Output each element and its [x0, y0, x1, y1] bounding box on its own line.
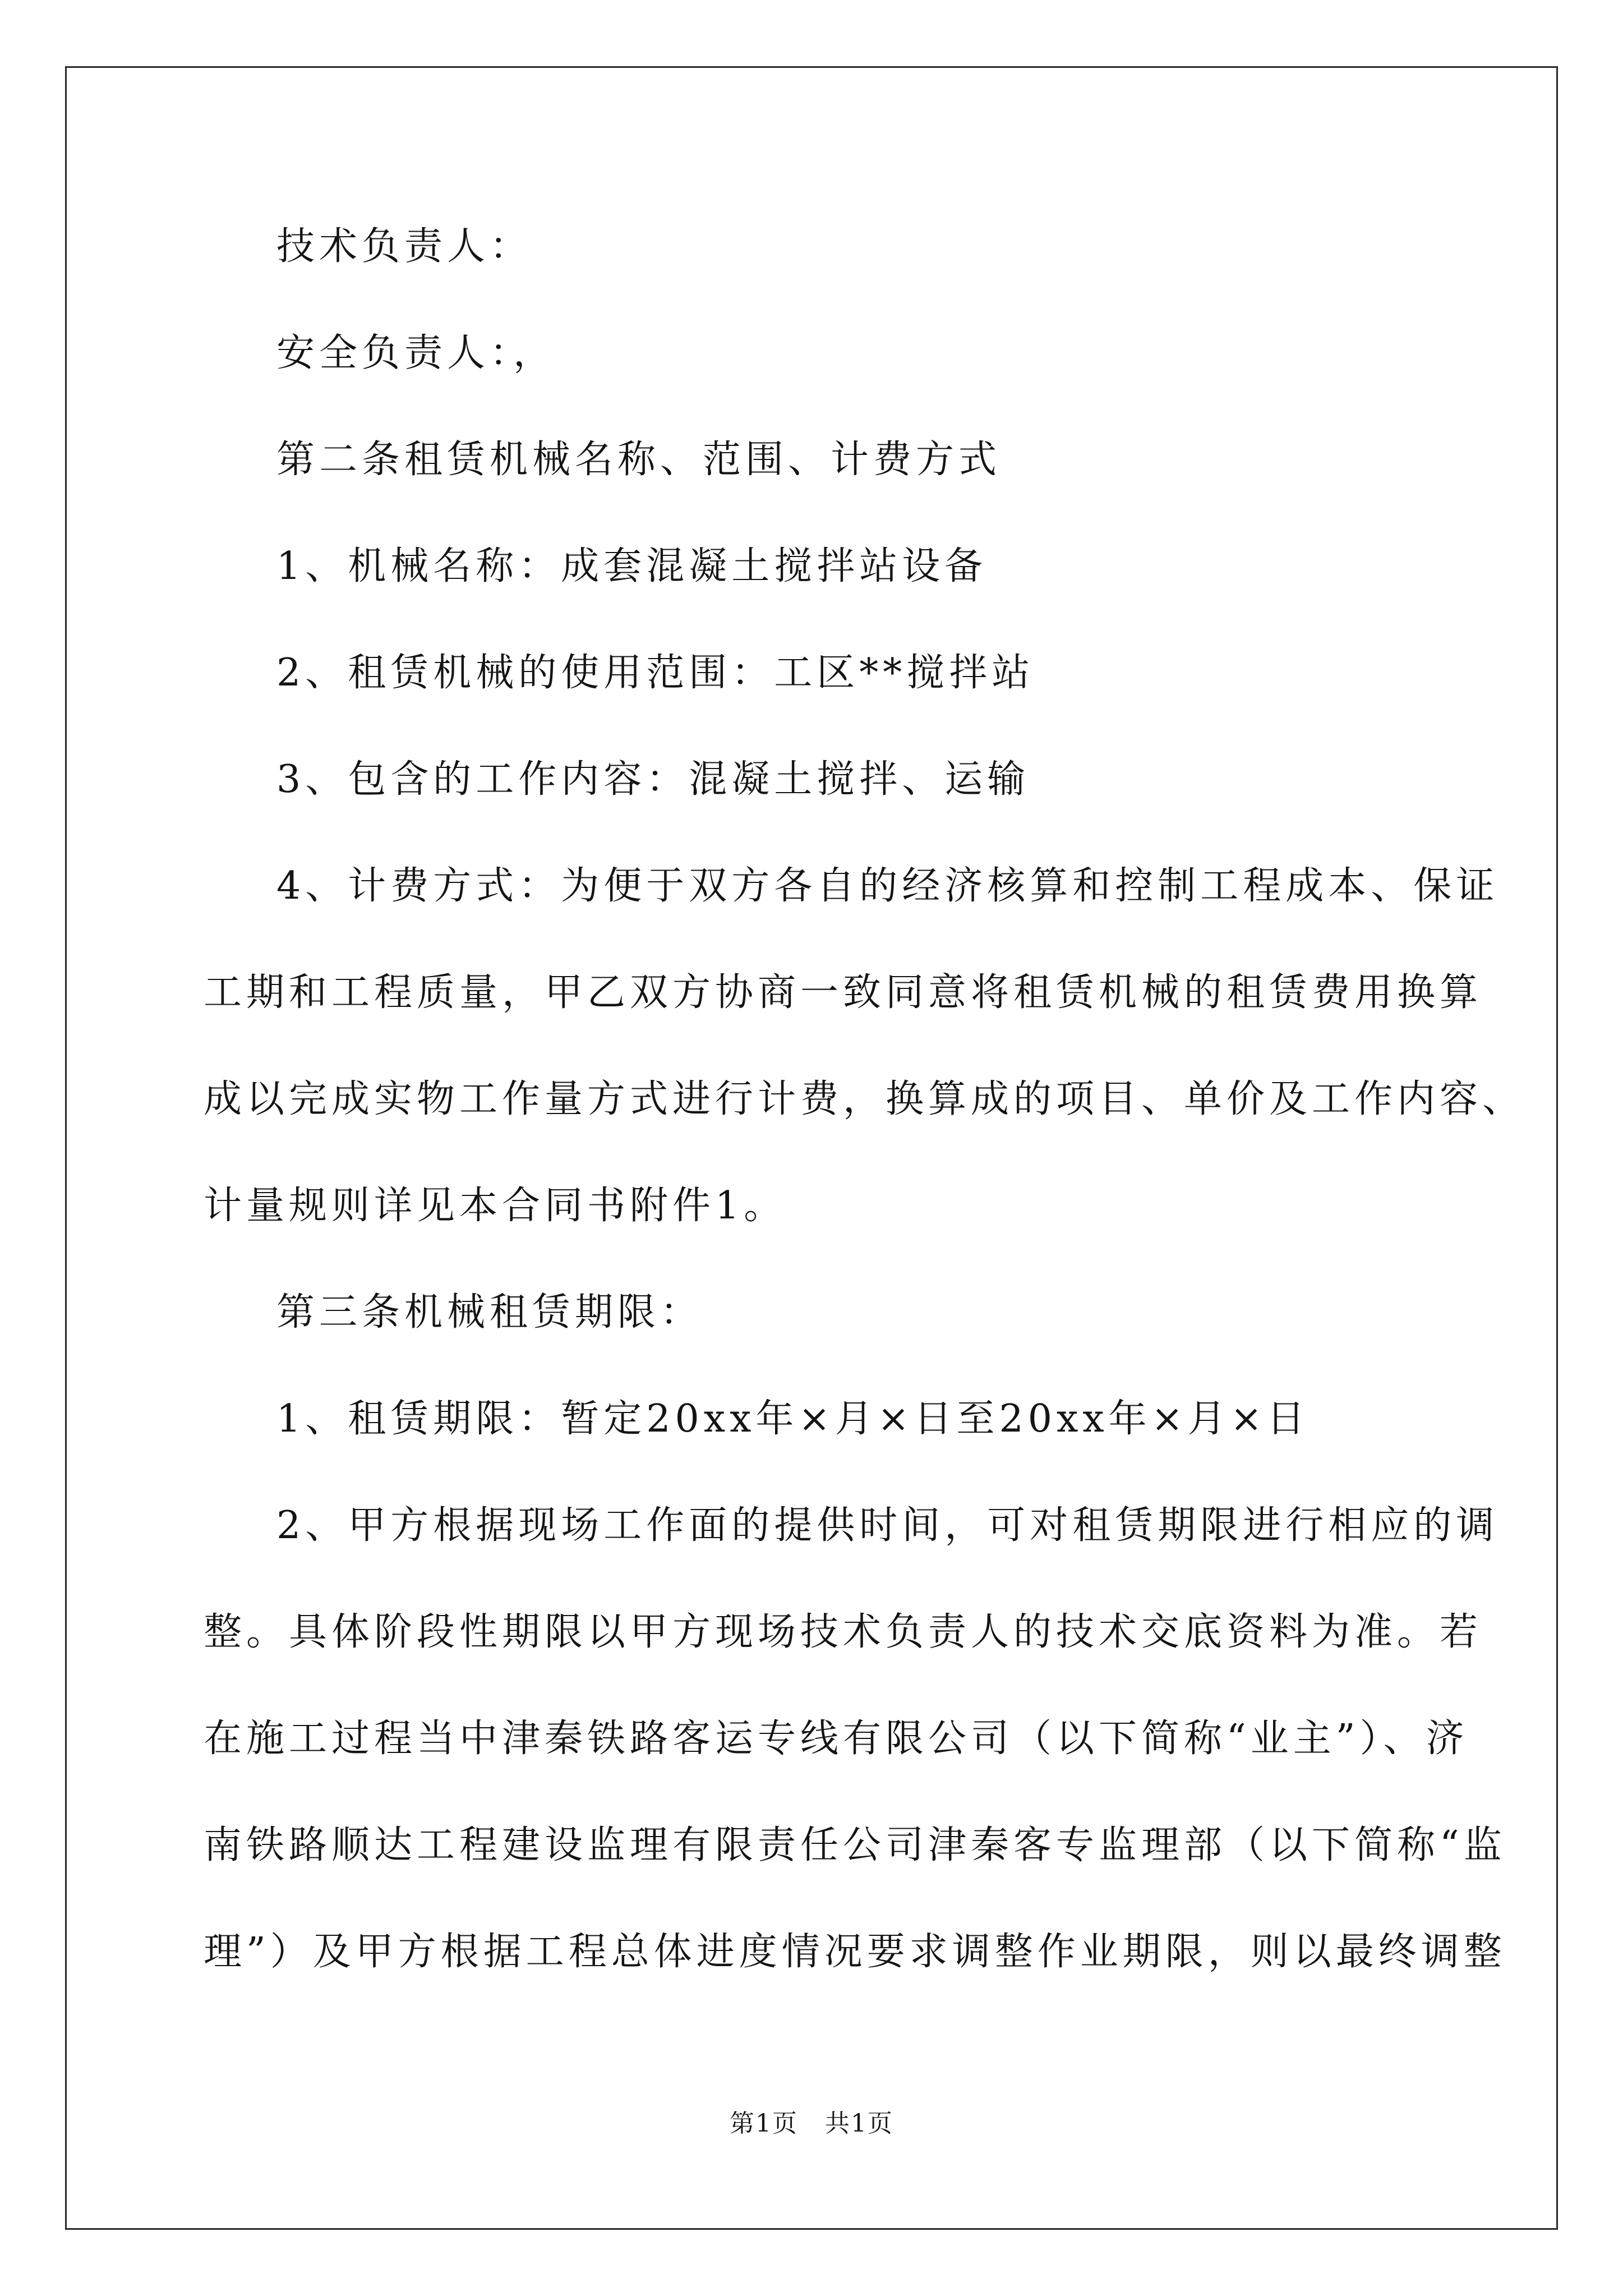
article-2-item-4-l3: 成以完成实物工作量方式进行计费，换算成的项目、单价及工作内容、: [204, 1077, 1525, 1121]
line-tech-lead: 技术负责人：: [276, 224, 533, 269]
article-3-item-1: 1、租赁期限：暂定20xx年×月×日至20xx年×月×日: [276, 1397, 1310, 1441]
article-3-heading: 第三条机械租赁期限：: [276, 1290, 703, 1335]
article-3-item-2-l2: 整。具体阶段性期限以甲方现场技术负责人的技术交底资料为准。若: [204, 1610, 1483, 1654]
article-3-item-2-l1: 2、甲方根据现场工作面的提供时间，可对租赁期限进行相应的调: [276, 1503, 1499, 1548]
page-border: [65, 66, 1558, 2230]
article-2-item-4-l4: 计量规则详见本合同书附件1。: [204, 1184, 787, 1228]
article-3-item-2-l4: 南铁路顺达工程建设监理有限责任公司津秦客专监理部（以下简称“监: [204, 1823, 1506, 1867]
article-2-item-3: 3、包含的工作内容：混凝土搅拌、运输: [276, 757, 1030, 802]
article-3-item-2-l3: 在施工过程当中津秦铁路客运专线有限公司（以下简称“业主”）、济: [204, 1717, 1469, 1761]
line-safety-lead: 安全负责人：，: [276, 331, 556, 375]
article-2-item-2: 2、租赁机械的使用范围：工区**搅拌站: [276, 651, 1035, 695]
article-2-item-4-l2: 工期和工程质量，甲乙双方协商一致同意将租赁机械的租赁费用换算: [204, 970, 1483, 1015]
article-2-item-4-l1: 4、计费方式：为便于双方各自的经济核算和控制工程成本、保证: [276, 864, 1499, 908]
article-2-heading: 第二条租赁机械名称、范围、计费方式: [276, 438, 1002, 482]
article-3-item-2-l5: 理”）及甲方根据工程总体进度情况要求调整作业期限，则以最终调整: [204, 1930, 1506, 1974]
article-2-item-1: 1、机械名称：成套混凝土搅拌站设备: [276, 544, 988, 588]
page-number-footer: 第1页 共1页: [730, 2109, 893, 2138]
